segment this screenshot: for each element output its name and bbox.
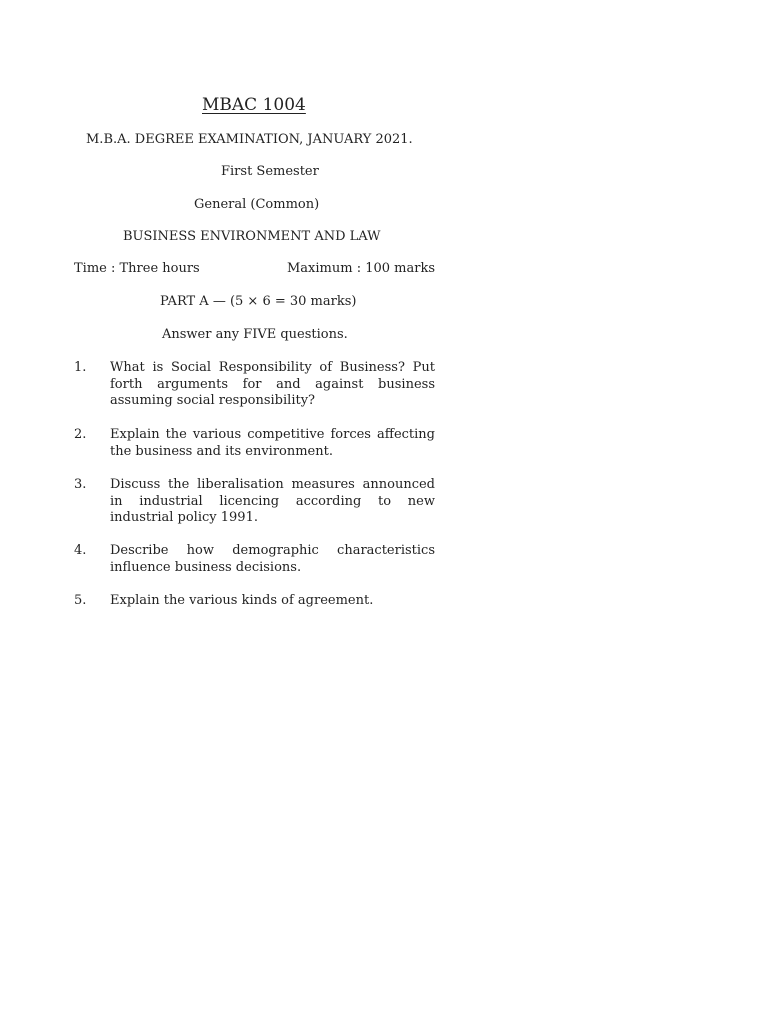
- stream: General (Common): [194, 197, 320, 212]
- question-number: 3.: [74, 477, 87, 492]
- question-number: 2.: [74, 427, 87, 442]
- exam-title: M.B.A. DEGREE EXAMINATION, JANUARY 2021.: [86, 132, 413, 147]
- question-item: [74, 360, 435, 410]
- question-text: Explain the various competitive forces affecting the business and its environment.: [110, 427, 435, 459]
- instruction: Answer any FIVE questions.: [162, 327, 348, 342]
- subject-title: BUSINESS ENVIRONMENT AND LAW: [123, 229, 381, 244]
- question-item: [74, 427, 435, 460]
- question-item: [74, 593, 435, 610]
- semester: First Semester: [221, 164, 319, 179]
- question-item: [74, 543, 435, 576]
- part-heading: PART A — (5 × 6 = 30 marks): [160, 294, 357, 309]
- paper-code: MBAC 1004: [202, 95, 306, 115]
- maximum-marks: Maximum : 100 marks: [286, 261, 435, 276]
- time-allowed: Time : Three hours: [74, 261, 200, 276]
- exam-meta-row: [74, 261, 435, 277]
- question-number: 1.: [74, 360, 87, 375]
- question-number: 5.: [74, 593, 87, 608]
- question-text: Discuss the liberalisation measures announced in industrial licencing according to new industrial policy 1991.: [110, 477, 435, 525]
- question-text: Explain the various kinds of agreement.: [110, 593, 374, 608]
- question-number: 4.: [74, 543, 87, 558]
- question-text: Describe how demographic characteristics influence business decisions.: [110, 543, 435, 575]
- question-item: [74, 477, 435, 527]
- question-text: What is Social Responsibility of Business? Put forth arguments for and against business assuming social responsibility?: [110, 360, 435, 408]
